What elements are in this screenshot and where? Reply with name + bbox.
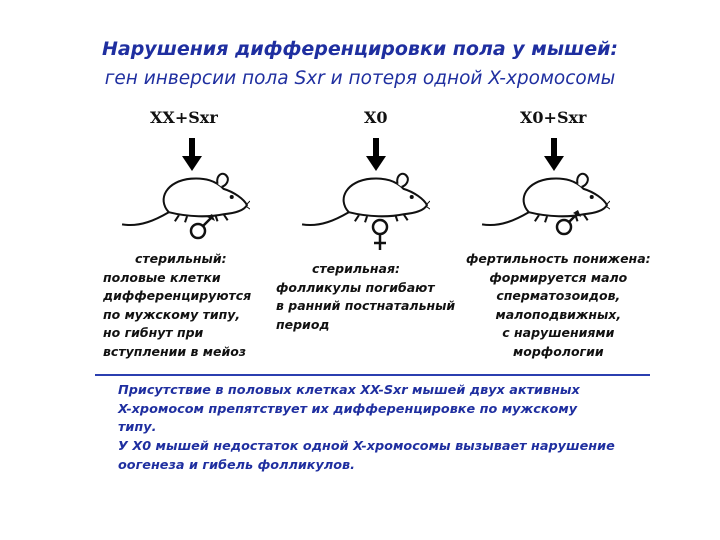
desc-line: стерильный: (135, 251, 227, 266)
desc-line: формируется мало (489, 269, 628, 285)
description-col-2 (276, 260, 455, 334)
down-arrow-icon (543, 138, 565, 172)
desc-line: малоподвижных, (495, 306, 622, 322)
mouse-icon (118, 168, 250, 230)
note-line: X-хромосом препятствует их дифференцировке по мужскому (118, 401, 578, 417)
desc-line: в ранний постнатальный (276, 298, 456, 313)
desc-line: сперматозоидов, (496, 288, 621, 303)
desc-line: половые клетки (103, 269, 221, 285)
desc-line: стерильная: (312, 261, 400, 276)
male-symbol-icon (188, 212, 216, 242)
desc-line: по мужскому типу, (103, 306, 241, 322)
note-line: типу. (118, 420, 157, 436)
desc-line: но гибнут при (103, 325, 204, 340)
down-arrow-icon (365, 138, 387, 172)
description-col-3 (466, 250, 651, 361)
desc-line: период (276, 316, 330, 332)
title-line-2: ген инверсии пола Sxr и потеря одной X-хромосомы (104, 68, 616, 89)
mouse-icon (478, 168, 610, 230)
desc-line: фолликулы погибают (276, 279, 435, 295)
male-symbol-icon (554, 208, 582, 238)
down-arrow-icon (181, 138, 203, 172)
explanation-note (118, 382, 648, 476)
genotype-x0: X0 (364, 108, 388, 127)
divider-line (95, 374, 650, 376)
genotype-x0-sxr: X0+Sxr (520, 108, 587, 127)
title-line-1: Нарушения дифференцировки пола у мышей: (101, 38, 618, 60)
desc-line: фертильность понижена: (466, 251, 651, 266)
desc-line: с нарушениями (502, 325, 615, 340)
description-col-1 (103, 250, 251, 361)
mouse-icon (298, 168, 430, 230)
note-line: оогенеза и гибель фолликулов. (118, 457, 355, 473)
desc-line: вступлении в мейоз (103, 343, 247, 359)
desc-line: дифференцируются (103, 288, 252, 303)
note-line: У X0 мышей недостаток одной X-хромосомы вызывает нарушение (118, 439, 615, 455)
female-symbol-icon (370, 218, 390, 252)
note-line: Присутствие в половых клетках XX-Sxr мышей двух активных (118, 383, 580, 398)
genotype-xx-sxr: XX+Sxr (150, 108, 218, 127)
desc-line: морфологии (513, 343, 604, 359)
